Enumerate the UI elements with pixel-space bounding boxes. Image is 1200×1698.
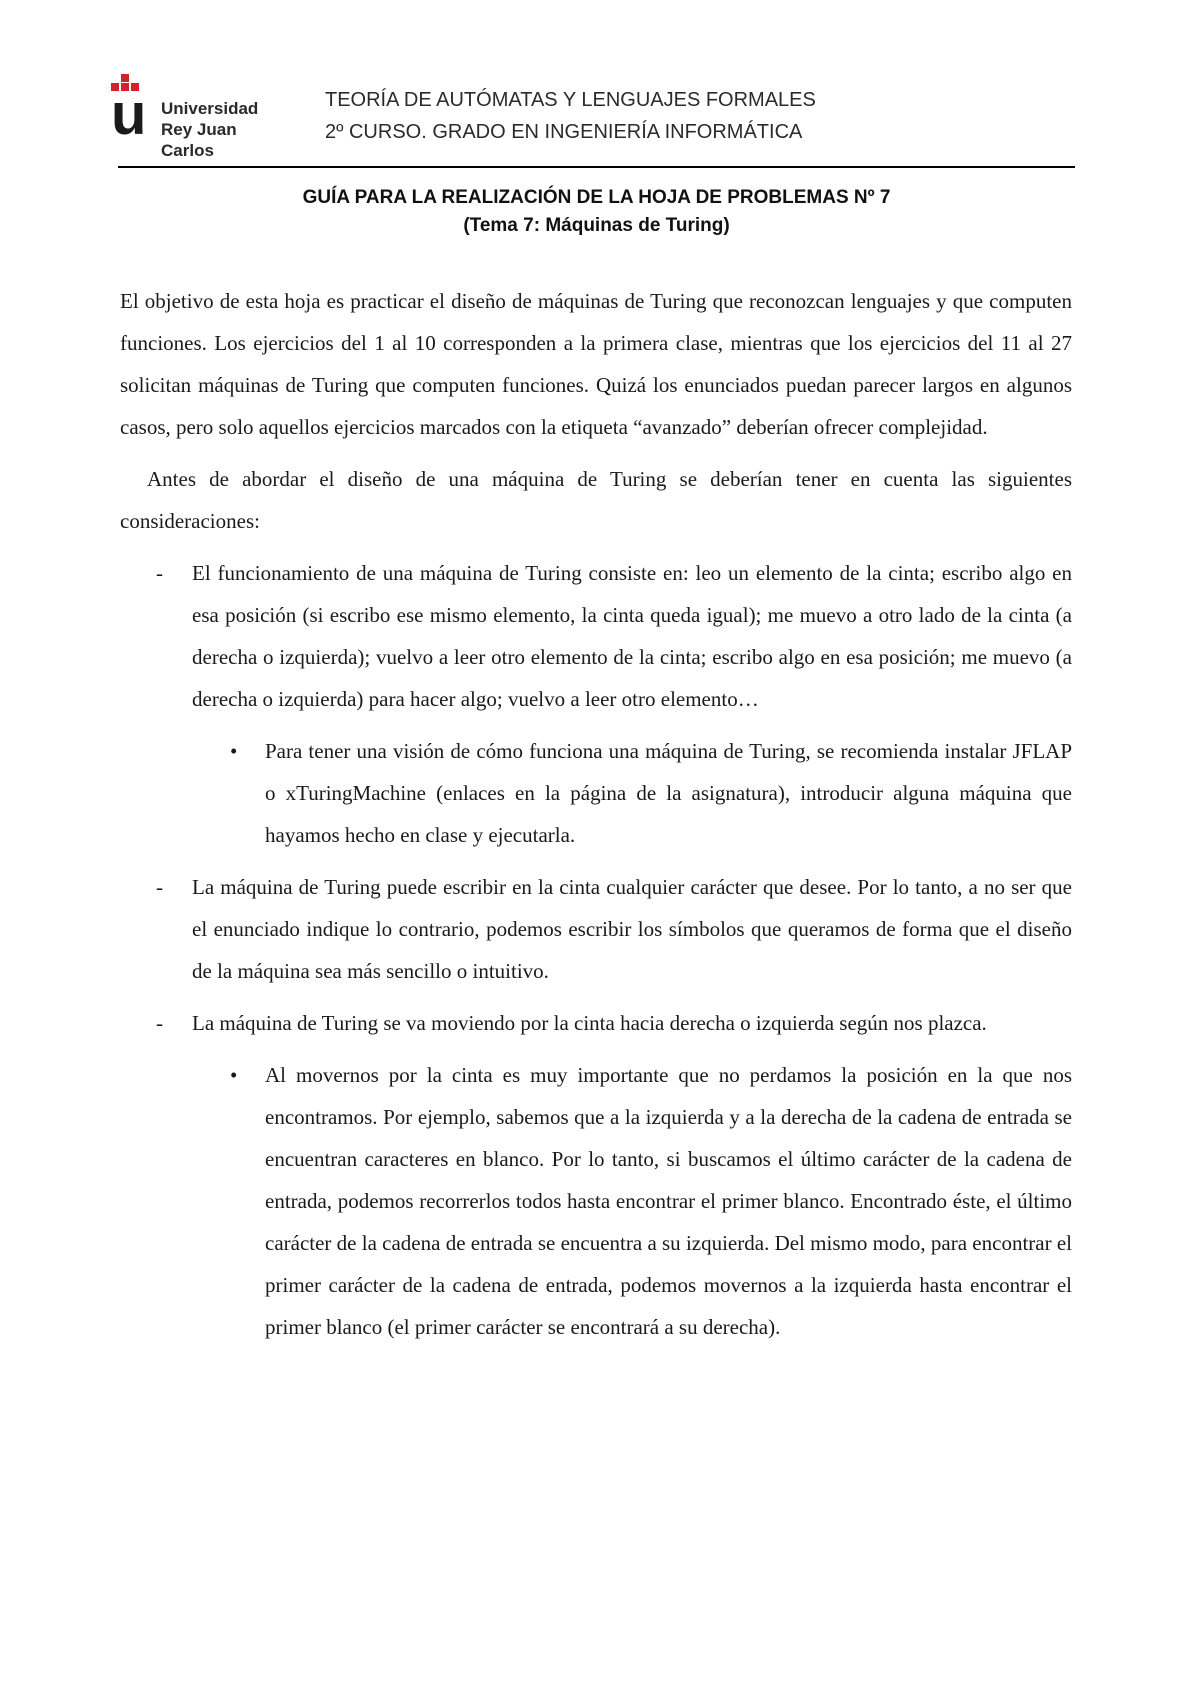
course-info [325, 84, 816, 148]
sub-list-item [120, 1054, 1072, 1348]
dash-marker: - [156, 561, 163, 585]
course-line-1: TEORÍA DE AUTÓMATAS Y LENGUAJES FORMALES [325, 89, 816, 111]
page-subtitle: (Tema 7: Máquinas de Turing) [463, 215, 730, 236]
sub-list-item-text: Para tener una visión de cómo funciona una máquina de Turing, se recomienda instalar JFLAP o xTuringMachine (enlaces en la página de la asignatura), introducir alguna máquina que hayamos hecho en clase y ejecutarla. [265, 739, 1072, 847]
course-line-2: 2º CURSO. GRADO EN INGENIERÍA INFORMÁTICA [325, 121, 803, 143]
university-name [161, 98, 291, 161]
intro-paragraph: El objetivo de esta hoja es practicar el diseño de máquinas de Turing que reconozcan lenguajes y que computen funciones. Los ejercicios del 1 al 10 corresponden a la primera clase, mientras que los ejercicios del 11 al 27 solicitan máquinas de Turing que computen funciones. Quizá los enunciados puedan parecer largos en algunos casos, pero solo aquellos ejercicios marcados con la etiqueta “avanzado” deberían ofrecer complejidad. [120, 289, 1072, 439]
list-item-text: El funcionamiento de una máquina de Turing consiste en: leo un elemento de la cinta; escribo algo en esa posición (si escribo ese mismo elemento, la cinta queda igual); me muevo a otro lado de la cinta (a derecha o izquierda); vuelvo a leer otro elemento de la cinta; escribo algo en esa posición; me muevo (a derecha o izquierda) para hacer algo; vuelvo a leer otro elemento… [192, 561, 1072, 711]
bullet-marker: • [230, 1063, 238, 1087]
document-body [120, 280, 1072, 1348]
logo-u-mark: u [111, 82, 147, 147]
dash-marker: - [156, 875, 163, 899]
bullet-marker: • [230, 739, 238, 763]
sub-list-item-text: Al movernos por la cinta es muy importante que no perdamos la posición en la que nos encontramos. Por ejemplo, sabemos que a la izquierda y a la derecha de la cadena de entrada se encuentran caracteres en blanco. Por lo tanto, si buscamos el último carácter de la cadena de entrada, podemos recorrerlos todos hasta encontrar el primer blanco. Encontrado éste, el último carácter de la cadena de entrada se encuentra a su izquierda. Del mismo modo, para encontrar el primer carácter de la cadena de entrada, podemos movernos a la izquierda hasta encontrar el primer blanco (el primer carácter se encontrará a su derecha). [265, 1063, 1072, 1339]
list-item [120, 1002, 1072, 1044]
header-divider [118, 166, 1075, 168]
list-item [120, 552, 1072, 720]
list-item-text: La máquina de Turing se va moviendo por la cinta hacia derecha o izquierda según nos plazca. [192, 1011, 987, 1035]
university-name-line2: Rey Juan Carlos [161, 120, 237, 160]
university-name-line1: Universidad [161, 99, 259, 118]
dash-marker: - [156, 1011, 163, 1035]
lead-paragraph: Antes de abordar el diseño de una máquina de Turing se deberían tener en cuenta las siguientes consideraciones: [120, 467, 1072, 533]
university-logo [111, 74, 291, 160]
list-item-text: La máquina de Turing puede escribir en la cinta cualquier carácter que desee. Por lo tanto, a no ser que el enunciado indique lo contrario, podemos escribir los símbolos que queramos de forma que el diseño de la máquina sea más sencillo o intuitivo. [192, 875, 1072, 983]
page-title: GUÍA PARA LA REALIZACIÓN DE LA HOJA DE PROBLEMAS Nº 7 [302, 187, 891, 208]
sub-list-item [120, 730, 1072, 856]
list-item [120, 866, 1072, 992]
